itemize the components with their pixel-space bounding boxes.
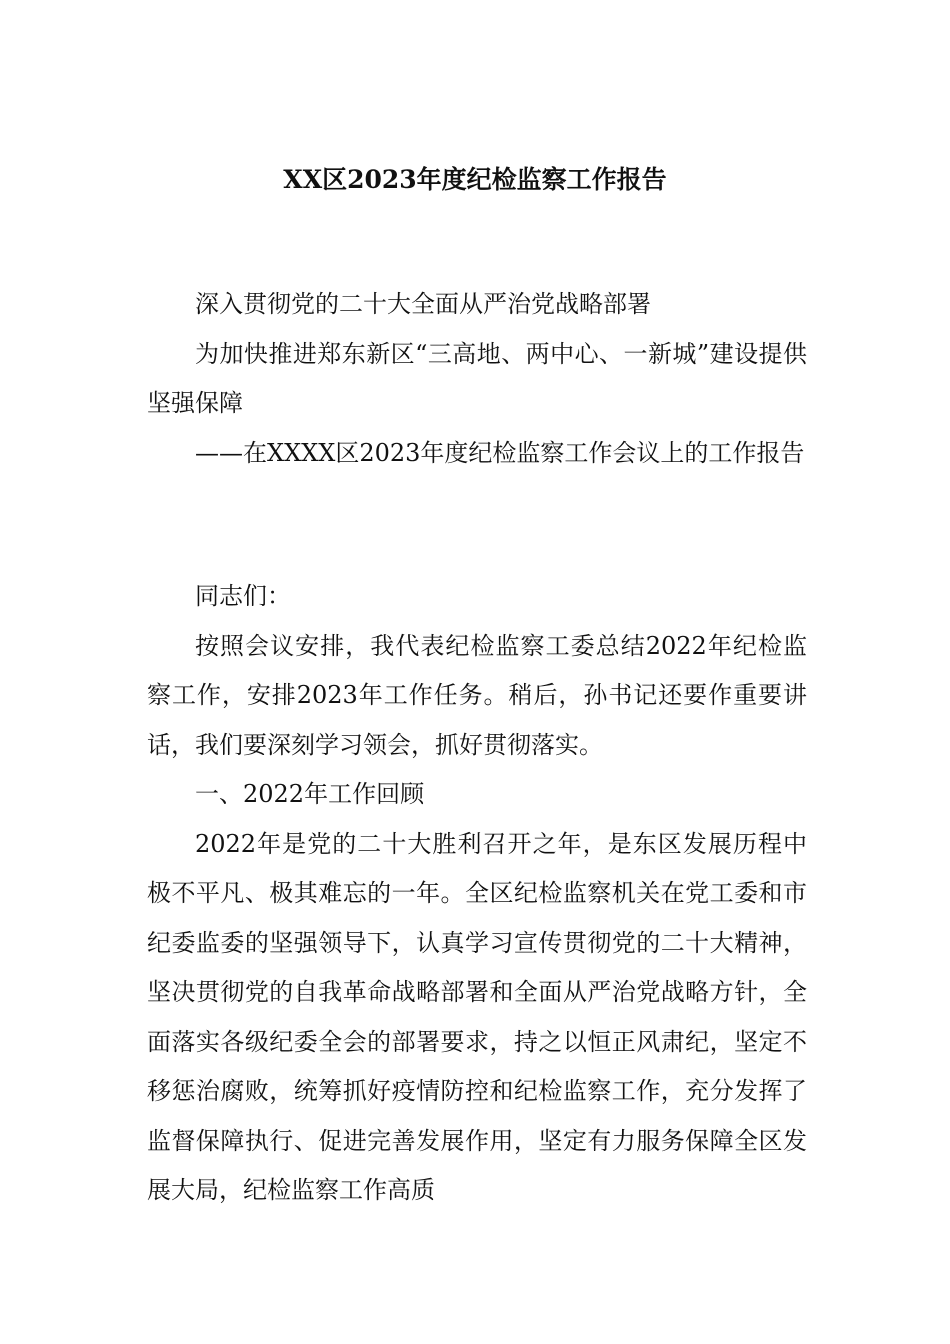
salutation: 同志们： bbox=[195, 582, 291, 610]
paragraph-review: 2022年是党的二十大胜利召开之年，是东区发展历程中极不平凡、极其难忘的一年。全区纪检监察机关在党工委和市纪委监委的坚强领导下，认真学习宣传贯彻党的二十大精神，坚决贯彻党的自我革命战略部署和全面从严治党战略方针，全面落实各级纪委全会的部署要求，持之以恒正风肃纪，坚定不移惩治腐败，统筹抓好疫情防控和纪检监察工作，充分发挥了监督保障执行、促进完善发展作用，坚定有力服务保障全区发展大局，纪检监察工作高质 bbox=[147, 829, 807, 1204]
subtitle-line-2: 为加快推进郑东新区“三高地、两中心、一新城”建设提供坚强保障 bbox=[147, 339, 807, 417]
section-heading: 一、2022年工作回顾 bbox=[195, 780, 425, 808]
report-body bbox=[147, 572, 807, 1216]
paragraph-intro: 按照会议安排，我代表纪检监察工委总结2022年纪检监察工作，安排2023年工作任务。稍后，孙书记还要作重要讲话，我们要深刻学习领会，抓好贯彻落实。 bbox=[147, 631, 807, 759]
subtitle-line-1: 深入贯彻党的二十大全面从严治党战略部署 bbox=[195, 290, 651, 318]
document-title: XX区2023年度纪检监察工作报告 bbox=[283, 165, 667, 194]
byline: ——在XXXX区2023年度纪检监察工作会议上的工作报告 bbox=[195, 438, 805, 467]
report-header-block bbox=[147, 280, 807, 478]
